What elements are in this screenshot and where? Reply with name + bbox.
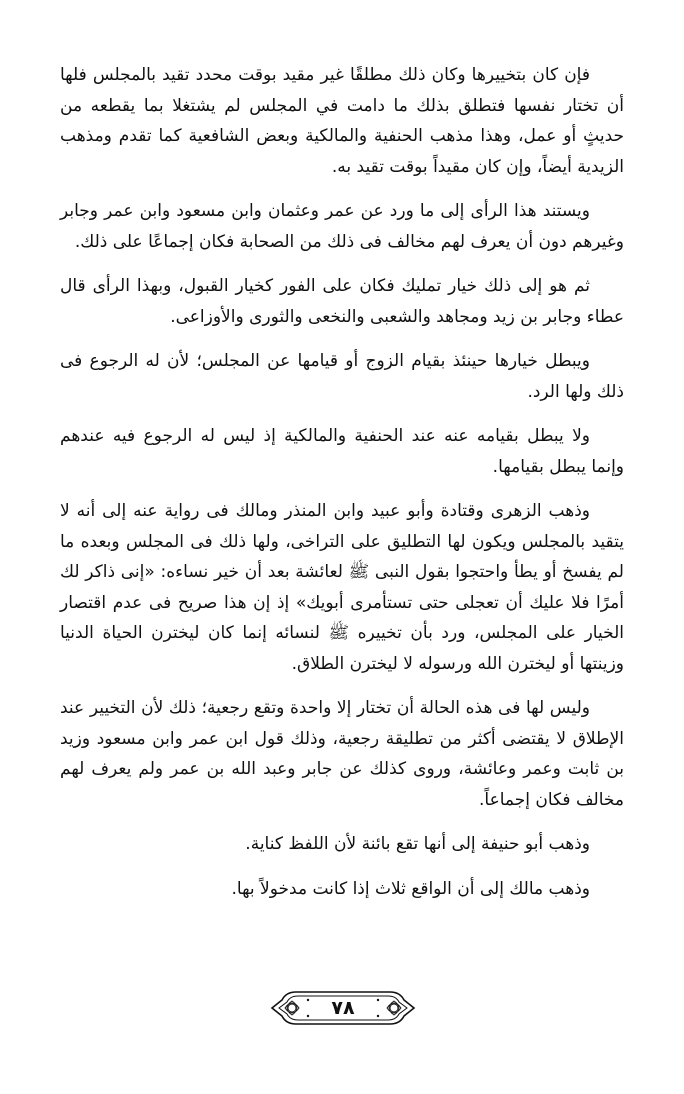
paragraph-6: وذهب الزهرى وقتادة وأبو عبيد وابن المنذر ومالك فى رواية عنه إلى أنه لا يتقيد بالمجلس ويكون لها التطليق على التراخى، ولها ذلك فى المجلس وبعده ما لم يفسخ أو يطأ واحتجوا بقول النبى ﷺ لعائشة بعد أن خير نساءه: «إنى ذاكر لك أمرًا فلا عليك أن تعجلى حتى تستأمرى أبويك» إذ إن هذا صريح فى عدم اقتصار الخيار على المجلس، ورد بأن تخييره ﷺ لنسائه إنما كان ليخترن الحياة الدنيا وزينتها أو ليخترن الله ورسوله لا ليخترن الطلاق. bbox=[60, 501, 624, 674]
paragraph-8: وذهب أبو حنيفة إلى أنها تقع بائنة لأن اللفظ كناية. bbox=[245, 834, 590, 854]
paragraph-7: وليس لها فى هذه الحالة أن تختار إلا واحدة وتقع رجعية؛ ذلك لأن التخيير عند الإطلاق لا يقتضى أكثر من تطليقة رجعية، وذلك قول ابن عمر وابن مسعود وزيد بن ثابت وعمر وعائشة، وروى كذلك عن جابر وعبد الله بن عمر ولم يعرف لهم مخالف فكان إجماعاً. bbox=[60, 698, 624, 810]
paragraph-5: ولا يبطل بقيامه عنه عند الحنفية والمالكية إذ ليس له الرجوع فيه عندهم وإنما يبطل بقيامها. bbox=[60, 426, 624, 477]
page-body bbox=[60, 60, 624, 904]
page-footer bbox=[268, 988, 418, 1028]
paragraph-1: فإن كان بتخييرها وكان ذلك مطلقًا غير مقيد بوقت محدد تقيد بالمجلس فلها أن تختار نفسها فتطلق بذلك ما دامت في المجلس لم يشتغلا بما يقطعه من حديثٍ أو عمل، وهذا مذهب الحنفية والمالكية وبعض الشافعية كما تقدم ومذهب الزيدية أيضاً، وإن كان مقيداً بوقت تقيد به. bbox=[60, 65, 624, 177]
paragraph-2: ويستند هذا الرأى إلى ما ورد عن عمر وعثمان وابن مسعود وابن عمر وجابر وغيرهم دون أن يعرف لهم مخالف فى ذلك من الصحابة فكان إجماعًا على ذلك. bbox=[60, 201, 624, 252]
page-number: ٧٨ bbox=[331, 997, 355, 1019]
paragraph-3: ثم هو إلى ذلك خيار تمليك فكان على الفور كخيار القبول، وبهذا الرأى قال عطاء وجابر بن زيد ومجاهد والشعبى والنخعى والثورى والأوزاعى. bbox=[60, 276, 624, 327]
paragraph-9: وذهب مالك إلى أن الواقع ثلاث إذا كانت مدخولاً بها. bbox=[231, 878, 590, 899]
paragraph-4: ويبطل خيارها حينئذ بقيام الزوج أو قيامها عن المجلس؛ لأن له الرجوع فى ذلك ولها الرد. bbox=[60, 351, 624, 402]
